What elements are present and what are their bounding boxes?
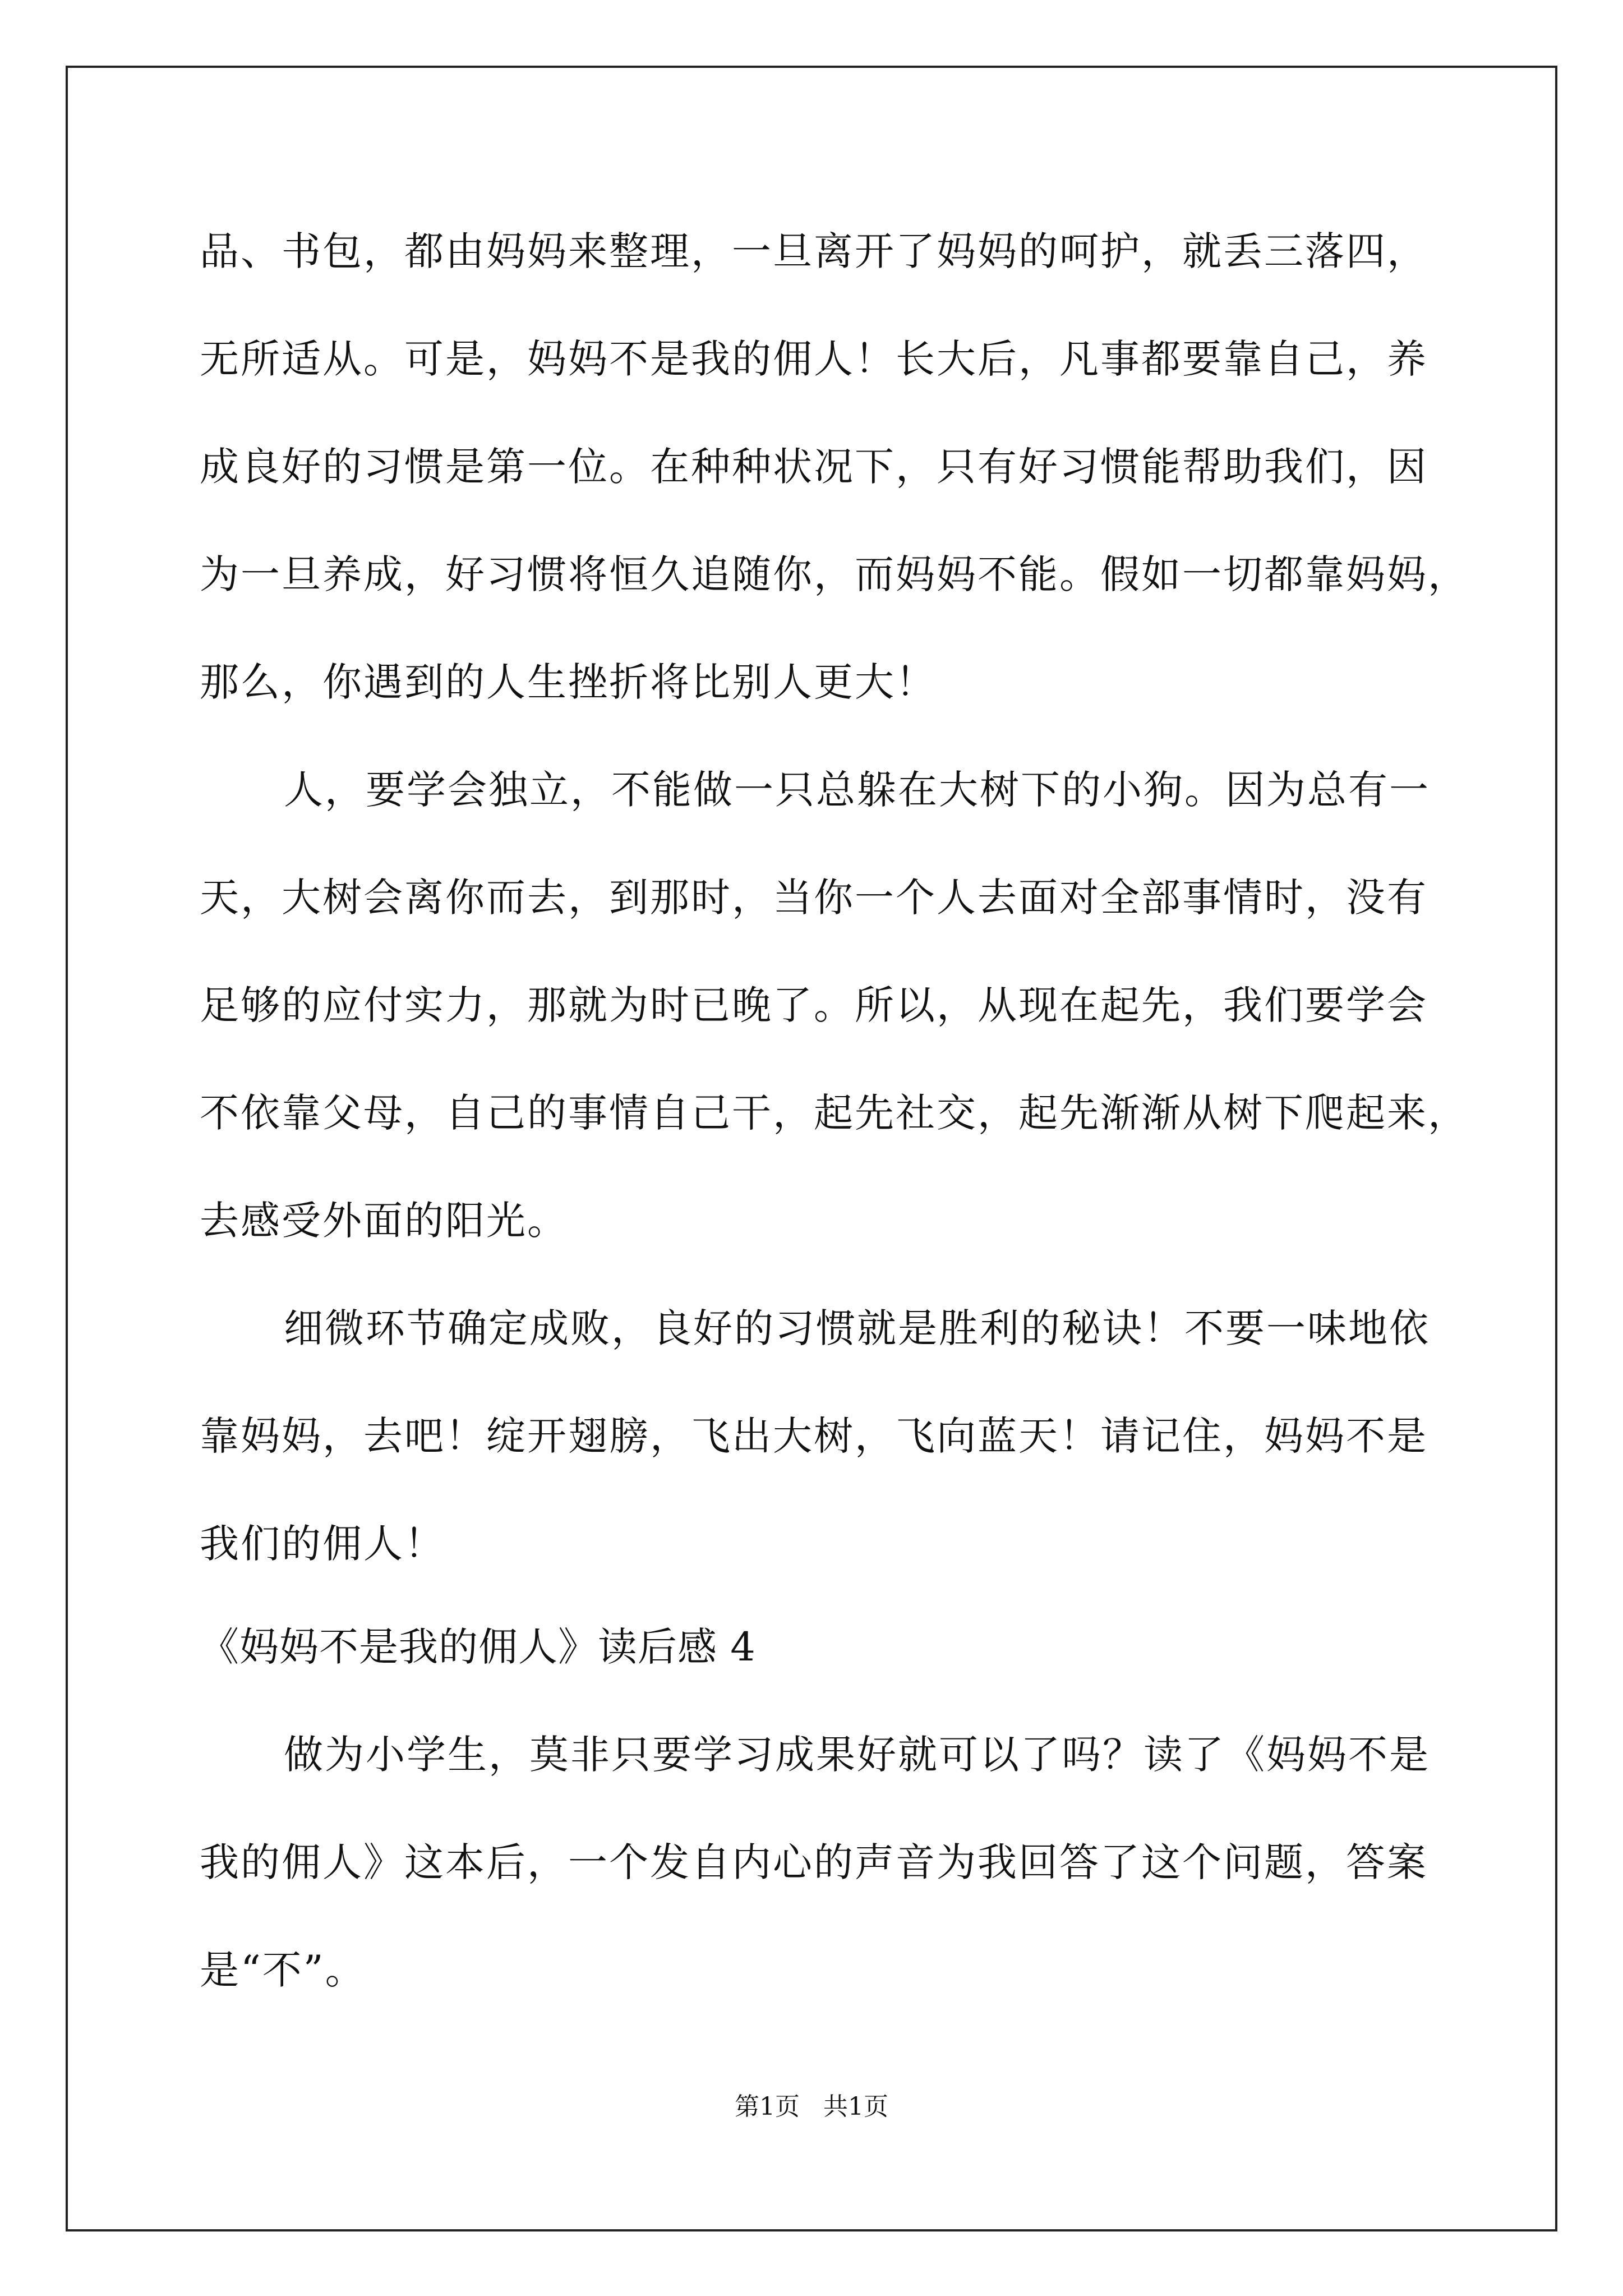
paragraph-line: 去感受外面的阳光。 [200,1198,568,1244]
paragraph-line: 无所适从。可是，妈妈不是我的佣人！长大后，凡事都要靠自己，养 [200,336,1428,382]
paragraph-line: 我们的佣人！ [200,1521,445,1567]
paragraph-line: 成良好的习惯是第一位。在种种状况下，只有好习惯能帮助我们，因 [200,444,1428,490]
paragraph-line: 靠妈妈，去吧！绽开翅膀，飞出大树，飞向蓝天！请记住，妈妈不是 [200,1413,1428,1459]
paragraph-line: 为一旦养成，好习惯将恒久追随你，而妈妈不能。假如一切都靠妈妈， [200,551,1469,597]
page-border [66,66,1557,2231]
paragraph-line: 是“不”。 [200,1947,366,1993]
paragraph-line: 品、书包，都由妈妈来整理，一旦离开了妈妈的呵护，就丢三落四， [200,228,1428,274]
page-number-footer: 第1页 共1页 [735,2092,888,2121]
section-heading: 《妈妈不是我的佣人》读后感 4 [200,1624,756,1670]
paragraph-line: 足够的应付实力，那就为时已晚了。所以，从现在起先，我们要学会 [200,982,1428,1028]
paragraph-line: 人，要学会独立，不能做一只总躲在大树下的小狗。因为总有一 [284,767,1430,813]
paragraph-line: 做为小学生，莫非只要学习成果好就可以了吗？读了《妈妈不是 [284,1732,1430,1778]
paragraph-line: 天，大树会离你而去，到那时，当你一个人去面对全部事情时，没有 [200,875,1428,921]
paragraph-line: 我的佣人》这本后，一个发自内心的声音为我回答了这个问题，答案 [200,1839,1428,1885]
paragraph-line: 那么，你遇到的人生挫折将比别人更大！ [200,659,937,705]
paragraph-line: 细微环节确定成败，良好的习惯就是胜利的秘诀！不要一味地依 [284,1305,1430,1351]
paragraph-line: 不依靠父母，自己的事情自己干，起先社交，起先渐渐从树下爬起来， [200,1090,1469,1136]
